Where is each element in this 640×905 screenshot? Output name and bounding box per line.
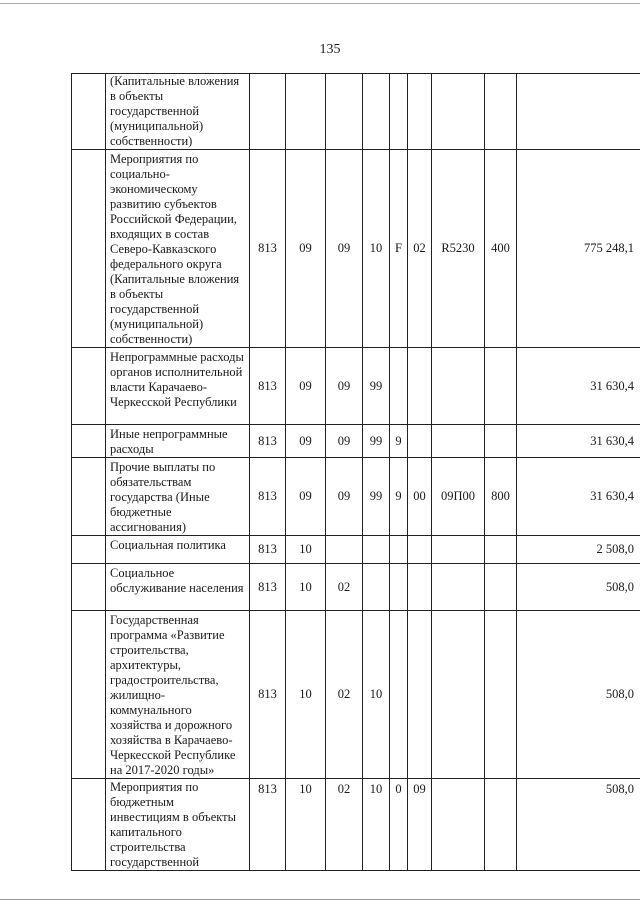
subsection-code: 02 <box>326 779 363 871</box>
expense-type-code <box>485 564 517 611</box>
table-row <box>72 348 640 425</box>
subsection-code: 09 <box>326 150 363 348</box>
ministry-code: 813 <box>250 425 286 458</box>
row-name-cell: Непрограммные расходы органов исполнительной власти Карачаево-Черкесской Республики <box>106 348 250 425</box>
subprogram-code <box>390 536 408 564</box>
subprogram-code: 9 <box>390 425 408 458</box>
table-row <box>72 536 640 564</box>
amount-cell: 31 630,4 <box>517 348 640 425</box>
scan-top-edge <box>0 3 640 4</box>
row-number-cell <box>72 425 106 458</box>
row-number-cell <box>72 536 106 564</box>
amount-cell: 508,0 <box>517 564 640 611</box>
group-code <box>408 348 432 425</box>
subsection-code: 09 <box>326 348 363 425</box>
subprogram-code <box>390 348 408 425</box>
group-code <box>408 425 432 458</box>
row-name-cell: Социальное обслуживание населения <box>106 564 250 611</box>
section-code: 10 <box>286 536 326 564</box>
row-name-cell: Иные непрограммные расходы <box>106 425 250 458</box>
target-code <box>432 74 485 150</box>
ministry-code: 813 <box>250 536 286 564</box>
target-code <box>432 536 485 564</box>
row-number-cell <box>72 74 106 150</box>
program-code <box>363 74 390 150</box>
expense-type-code: 400 <box>485 150 517 348</box>
row-name-cell: Государственная программа «Развитие строительства, архитектуры, градостроительства, жилищно-коммунального хозяйства и дорожного хозяйства в Карачаево-Черкесской Республике на 2017-2020 годы» <box>106 611 250 779</box>
row-number-cell <box>72 564 106 611</box>
row-name-cell: Прочие выплаты по обязательствам государства (Иные бюджетные ассигнования) <box>106 458 250 536</box>
table-row <box>72 150 640 348</box>
target-code: 09П00 <box>432 458 485 536</box>
ministry-code: 813 <box>250 564 286 611</box>
subprogram-code: 9 <box>390 458 408 536</box>
row-name-cell: Социальная политика <box>106 536 250 564</box>
table-row <box>72 611 640 779</box>
group-code: 00 <box>408 458 432 536</box>
scan-bottom-edge <box>0 899 640 900</box>
group-code <box>408 611 432 779</box>
program-code: 99 <box>363 458 390 536</box>
table-row <box>72 564 640 611</box>
expense-type-code <box>485 536 517 564</box>
subsection-code: 02 <box>326 611 363 779</box>
section-code: 10 <box>286 611 326 779</box>
target-code <box>432 564 485 611</box>
group-code: 02 <box>408 150 432 348</box>
expense-type-code: 800 <box>485 458 517 536</box>
program-code <box>363 536 390 564</box>
row-name-cell: Мероприятия по бюджетным инвестициям в объекты капитального строительства государственной <box>106 779 250 871</box>
expense-type-code <box>485 425 517 458</box>
row-name-cell: (Капитальные вложения в объекты государственной (муниципальной) собственности) <box>106 74 250 150</box>
amount-cell: 31 630,4 <box>517 458 640 536</box>
program-code: 10 <box>363 779 390 871</box>
subsection-code: 09 <box>326 425 363 458</box>
expense-type-code <box>485 611 517 779</box>
program-code: 99 <box>363 425 390 458</box>
subsection-code <box>326 536 363 564</box>
expense-type-code <box>485 74 517 150</box>
section-code: 10 <box>286 564 326 611</box>
program-code: 10 <box>363 611 390 779</box>
section-code: 09 <box>286 458 326 536</box>
section-code: 09 <box>286 348 326 425</box>
amount-cell: 508,0 <box>517 611 640 779</box>
amount-cell: 508,0 <box>517 779 640 871</box>
target-code <box>432 348 485 425</box>
section-code: 09 <box>286 150 326 348</box>
table-row <box>72 425 640 458</box>
ministry-code: 813 <box>250 611 286 779</box>
table-row <box>72 779 640 871</box>
table-row <box>72 458 640 536</box>
group-code <box>408 536 432 564</box>
ministry-code: 813 <box>250 779 286 871</box>
subprogram-code <box>390 74 408 150</box>
section-code <box>286 74 326 150</box>
row-name-cell: Мероприятия по социально-экономическому развитию субъектов Российской Федерации, входящих в состав Северо-Кавказского федерального округа (Капитальные вложения в объекты государственной (муниципальной) собственности) <box>106 150 250 348</box>
subsection-code: 02 <box>326 564 363 611</box>
amount-cell <box>517 74 640 150</box>
row-number-cell <box>72 779 106 871</box>
program-code: 99 <box>363 348 390 425</box>
target-code <box>432 779 485 871</box>
budget-table <box>71 73 640 871</box>
expense-type-code <box>485 779 517 871</box>
ministry-code: 813 <box>250 150 286 348</box>
amount-cell: 2 508,0 <box>517 536 640 564</box>
ministry-code: 813 <box>250 458 286 536</box>
row-number-cell <box>72 348 106 425</box>
target-code: R5230 <box>432 150 485 348</box>
subsection-code <box>326 74 363 150</box>
group-code <box>408 564 432 611</box>
subprogram-code: 0 <box>390 779 408 871</box>
program-code: 10 <box>363 150 390 348</box>
ministry-code <box>250 74 286 150</box>
row-number-cell <box>72 150 106 348</box>
section-code: 09 <box>286 425 326 458</box>
section-code: 10 <box>286 779 326 871</box>
amount-cell: 31 630,4 <box>517 425 640 458</box>
target-code <box>432 425 485 458</box>
target-code <box>432 611 485 779</box>
ministry-code: 813 <box>250 348 286 425</box>
subprogram-code <box>390 611 408 779</box>
program-code <box>363 564 390 611</box>
group-code <box>408 74 432 150</box>
subsection-code: 09 <box>326 458 363 536</box>
group-code: 09 <box>408 779 432 871</box>
subprogram-code: F <box>390 150 408 348</box>
expense-type-code <box>485 348 517 425</box>
subprogram-code <box>390 564 408 611</box>
row-number-cell <box>72 611 106 779</box>
page-number: 135 <box>319 42 341 57</box>
table-row <box>72 74 640 150</box>
amount-cell: 775 248,1 <box>517 150 640 348</box>
row-number-cell <box>72 458 106 536</box>
